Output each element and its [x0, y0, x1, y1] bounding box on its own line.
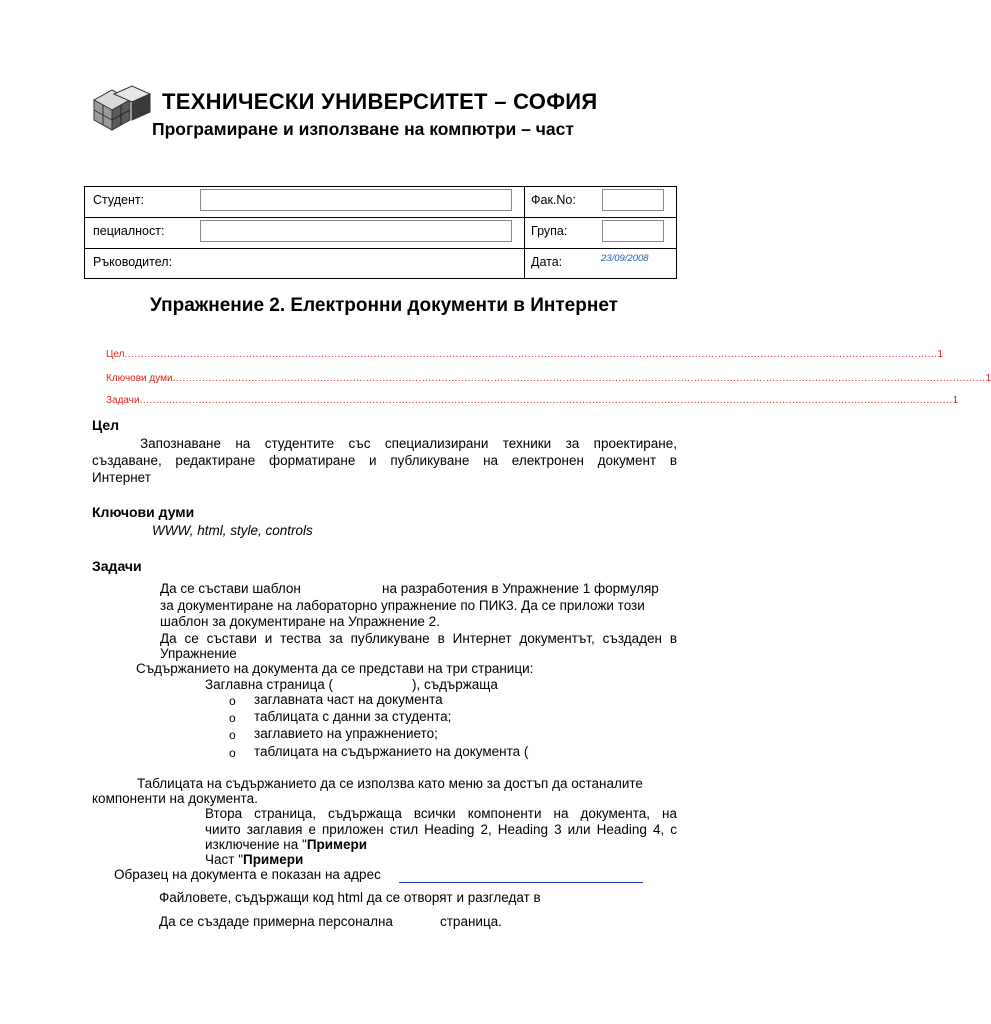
toc-leader: ........................................................................................................................................................................................................................................................ [172, 373, 986, 384]
exclusion-text: изключение на " [205, 837, 307, 852]
specialty-label: пециалност: [93, 224, 165, 238]
examples-bold: Примери [306, 837, 368, 852]
student-info-table [84, 186, 677, 279]
personal-page-line-start: Да се създаде примерна персонална [159, 914, 393, 929]
task1-line2: за документиране на лабораторно упражнение по ПИК3. Да се приложи този [160, 598, 645, 613]
toc-item-tasks[interactable] [106, 395, 959, 409]
table-row-student [85, 187, 676, 218]
personal-page-line-end: страница. [440, 914, 502, 929]
second-page-line1: Втора страница, съдържаща всички компоненти на документа, на [205, 806, 677, 821]
table-row-specialty [85, 218, 676, 249]
toc-item-title: Цел [106, 349, 125, 360]
bullet-marker: o [229, 711, 236, 725]
part-text: Част " [205, 852, 243, 867]
toc-item-page: 1 [937, 349, 944, 360]
specialty-input[interactable] [200, 220, 512, 242]
bullet-item [229, 745, 236, 760]
files-line: Файловете, съдържащи код html да се отворят и разгледат в [159, 890, 541, 905]
date-label: Дата: [531, 255, 563, 269]
toc-menu-line2: компоненти на документа. [92, 791, 258, 806]
title-page-line-start: Заглавна страница ( [205, 677, 333, 692]
faculty-no-label: Фак.No: [531, 193, 576, 207]
keywords-text: WWW, html, style, controls [152, 523, 313, 538]
faculty-no-input[interactable] [602, 189, 664, 211]
task1-line1-start: Да се състави шаблон [160, 581, 301, 596]
examples-bold-2: Примери [242, 852, 304, 867]
university-title: ТЕХНИЧЕСКИ УНИВЕРСИТЕТ – СОФИЯ [162, 89, 598, 114]
toc-leader: ........................................................................................................................................................................................................................................................ [124, 349, 938, 360]
toc-item-title: Задачи [106, 395, 140, 406]
goal-text-line3: Интернет [92, 470, 151, 485]
bullet-text: таблицата с данни за студента; [254, 709, 452, 724]
toc-item-keywords[interactable] [106, 373, 991, 387]
group-label: Група: [531, 224, 568, 238]
toc-item-page: 1 [952, 395, 959, 406]
keywords-heading: Ключови думи [92, 504, 195, 520]
university-logo [90, 86, 152, 136]
bullet-marker: o [229, 728, 236, 742]
exercise-title: Упражнение 2. Електронни документи в Интернет [150, 295, 618, 316]
second-page-line2: чиито заглавия е приложен стил Heading 2, Heading 3 или Heading 4, с [205, 822, 677, 837]
bullet-text: таблицата на съдържанието на документа ( [254, 744, 529, 759]
table-row-supervisor [85, 249, 676, 280]
goal-text-line1: Запознаване на студентите със специализирани техники за проектиране, [140, 436, 677, 451]
sample-address-link[interactable] [399, 882, 643, 883]
bullet-text: заглавието на упражнението; [254, 726, 438, 741]
bullet-item [229, 693, 236, 708]
tasks-heading: Задачи [92, 558, 142, 574]
date-value: 23/09/2008 [601, 253, 649, 264]
task2-line2: Упражнение [160, 646, 237, 661]
group-input[interactable] [602, 220, 664, 242]
content-pages-line: Съдържанието на документа да се представи на три страници: [136, 661, 534, 676]
task1-line3: шаблон за документиране на Упражнение 2. [160, 614, 440, 629]
toc-item-goal[interactable] [106, 349, 944, 363]
bullet-marker: o [229, 694, 236, 708]
student-input[interactable] [200, 189, 512, 211]
toc-leader: ........................................................................................................................................................................................................................................................ [139, 395, 953, 406]
course-subtitle: Програмиране и използване на компютри – част [152, 119, 574, 139]
bullet-marker: o [229, 746, 236, 760]
part-line [205, 852, 303, 867]
bullet-item [229, 727, 236, 742]
task1-line1-end: на разработения в Упражнение 1 формуляр [382, 581, 659, 596]
title-page-line-end: ), съдържаща [412, 677, 498, 692]
bullet-item [229, 710, 236, 725]
task2-line1: Да се състави и тества за публикуване в Интернет документът, създаден в [160, 631, 677, 646]
bullet-text: заглавната част на документа [254, 692, 443, 707]
supervisor-label: Ръководител: [93, 255, 173, 269]
toc-item-page: 1 [985, 373, 991, 384]
goal-text-line2: създаване, редактиране форматиране и публикуване на електронен документ в [92, 453, 677, 468]
toc-menu-line1: Таблицата на съдържанието да се използва като меню за достъп да останалите [137, 776, 643, 791]
second-page-line3 [205, 837, 367, 852]
toc-item-title: Ключови думи [106, 373, 173, 384]
student-label: Студент: [93, 193, 145, 207]
goal-heading: Цел [92, 417, 120, 433]
sample-address-line: Образец на документа е показан на адрес [114, 867, 381, 882]
